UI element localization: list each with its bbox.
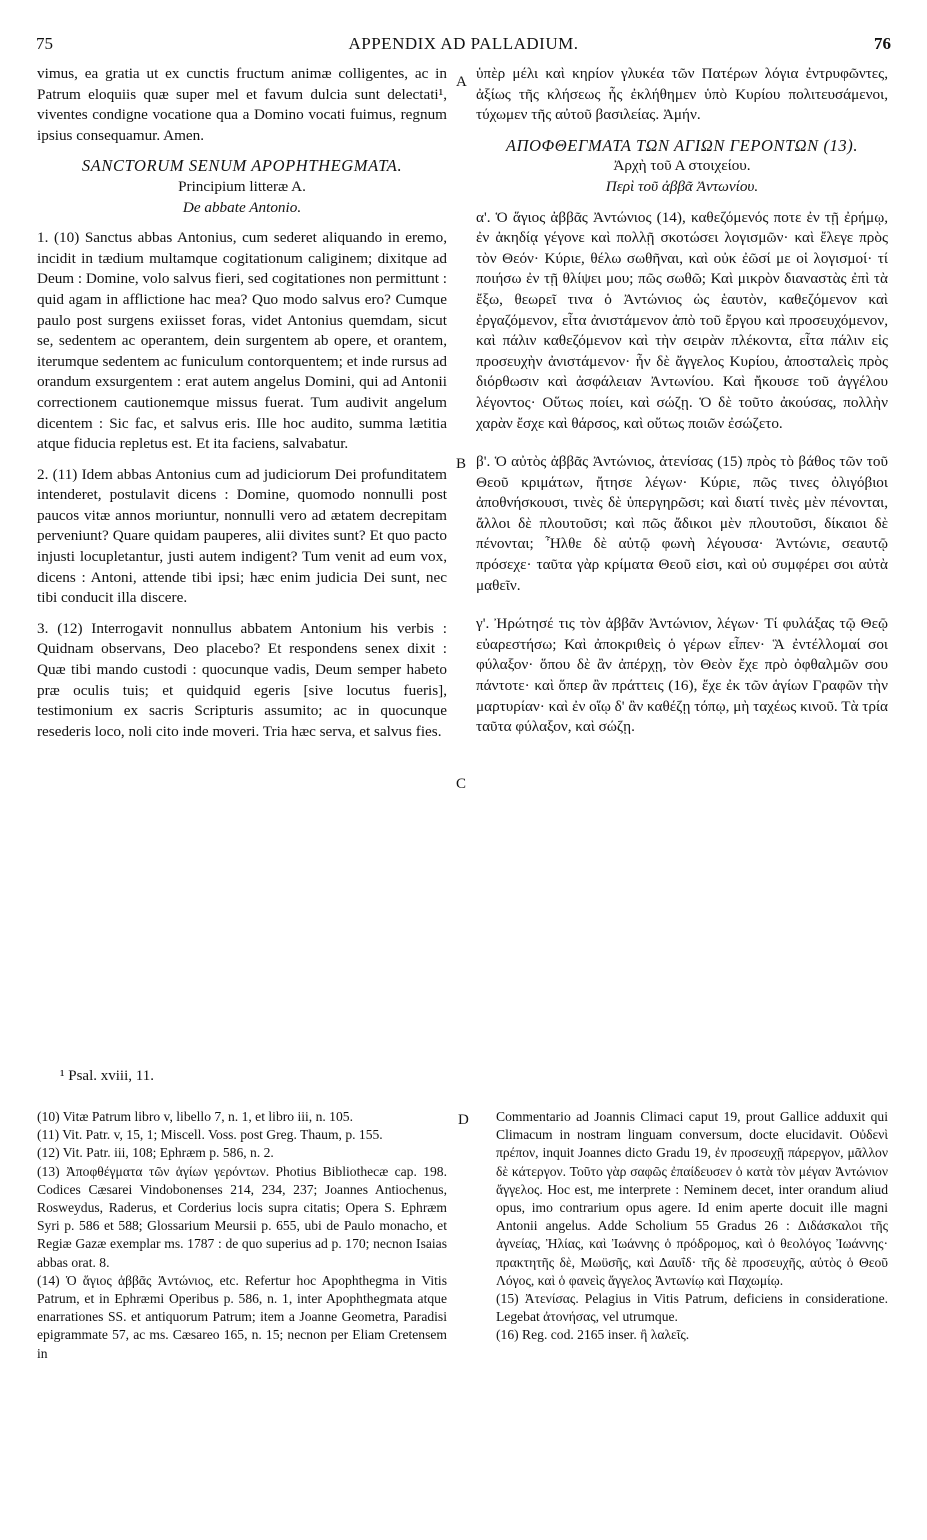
margin-marker-a: A [456, 74, 467, 90]
greek-paragraph-3: γ'. Ἠρώτησέ τις τὸν ἀββᾶν Ἀντώνιον, λέγων· Τί φυλάξας τῷ Θεῷ εὐαρεστήσω; Καὶ ἀποκριθεὶς ὁ γέρων εἶπεν· Ἃ ἐντέλλομαί σοι φύλαξον· ὅπου δὲ ἂν ἀπέρχῃ, τὸν Θεὸν ἔχε πρὸ ὀφθαλμῶν σου πάντοτε· καὶ ὅπερ ἂν πράττεις (16), ἔχε ἐκ τῶν ἁγίων Γραφῶν τὴν μαρτυρίαν· καὶ ἐν οἵῳ δ' ἂν καθέζῃ τόπῳ, μὴ ταχέως κινοῦ. Τὰ τρία ταῦτα φύλαξον, καὶ σώζῃ. [476, 615, 888, 736]
greek-heading: ΑΠΟΦΘΕΓΜΑΤΑ ΤΩΝ ΑΓΙΩΝ ΓΕΡΟΝΤΩΝ (13). [505, 135, 859, 155]
notes-left-column [37, 1108, 447, 1363]
running-header [36, 34, 891, 58]
margin-marker-d: D [458, 1112, 469, 1128]
running-title: APPENDIX AD PALLADIUM. [348, 34, 579, 53]
note-16: (16) Reg. cod. 2165 inser. ἢ λαλεῖς. [496, 1327, 690, 1343]
scripture-footnote: ¹ Psal. xviii, 11. [60, 1068, 154, 1084]
page-number-right: 76 [874, 34, 891, 53]
note-12: (12) Vit. Patr. iii, 108; Ephræm p. 586, n. 2. [37, 1145, 274, 1161]
latin-subheading: Principium litteræ A. [178, 177, 306, 195]
greek-paragraph-1: α'. Ὁ ἅγιος ἀββᾶς Ἀντώνιος (14), καθεζόμενός ποτε ἐν τῇ ἐρήμῳ, ἐν ἀκηδίᾳ γέγονε καὶ πολλῇ σκοτώσει λογισμῶν· καὶ ἔλεγε πρὸς τὸν Θεόν· Κύριε, θέλω σωθῆναι, καὶ οὐκ ἐῶσί με οἱ λογισμοί· τί ποιήσω ἐν τῇ θλίψει μου; πῶς σωθῶ; Καὶ μικρὸν διαναστὰς ἐπὶ τὰ ἔξω, θεωρεῖ τινα ὁ Ἀντώνιος ὡς ἑαυτὸν, καθεζόμενον καὶ ἐργαζόμενον, εἶτα ἀνιστάμενον ἀπὸ τοῦ ἔργου καὶ προσευχόμενον, καὶ πάλιν καθεζόμενον καὶ τὴν σειρὰν πλέκοντα, εἶτα πάλιν εἰς προσευχὴν ἀνιστάμενον· ἦν δὲ ἄγγελος Κυρίου, ἀποσταλεὶς πρὸς διόρθωσιν καὶ ἀσφάλειαν Ἀντωνίου. Καὶ ἤκουσε τοῦ ἀγγέλου λέγοντος· Οὕτως ποίει, καὶ σώζῃ. Ὁ δὲ τοῦτο ἀκούσας, πολλὴν χαρὰν ἔσχε καὶ θάρσος, καὶ οὕτως ποιῶν ἐσώζετο. [476, 208, 888, 432]
greek-subheading: Ἀρχὴ τοῦ Α στοιχείου. [613, 157, 751, 175]
latin-heading: SANCTORUM SENUM APOPHTHEGMATA. [81, 156, 403, 176]
latin-paragraph-3: 3. (12) Interrogavit nonnullus abbatem Antonium his verbis : Quidnam observans, Deo placebo? Et respondens senex dixit : Quæ tibi mando custodi : quocunque vadis, Deum semper habeto præ oculis tuis; et quidquid egeris [sive locutus fueris], testimonium ex sacris Scripturis assumito; ac in quocunque resederis loco, noli cito inde moveri. Tria hæc serva, et salvus fies. [37, 619, 447, 740]
note-13: (13) Ἀποφθέγματα τῶν ἁγίων γερόντων. Photius Bibliothecæ cap. 198. Codices Cæsarei Vindobonenses 214, 234, 237; Joannes Antiochenus, Rosweydus, Raderus, et Corderius locis supra citatis; Opera S. Ephræm Syri p. 586 et 588; Glossarium Meursii p. 655, ubi de Paulo monacho, et Regiæ Gazæ exemplar ms. 1787 : de quo superius ad p. 170; necnon Isaias abbas orat. 8. [37, 1163, 447, 1270]
latin-subheading-2: De abbate Antonio. [182, 198, 302, 216]
page-number-left: 75 [36, 34, 53, 53]
latin-intro: vimus, ea gratia ut ex cunctis fructum animæ colligentes, ac in Patrum eloquiis quæ super mel et favum dulcia sunt delectati¹, viventes condigne vocatione qua a Domino vocati fuimus, regnum ipsius consequamur. Amen. [37, 65, 447, 144]
margin-marker-c: C [456, 776, 467, 792]
notes-right-column [496, 1108, 888, 1345]
note-15: (15) Ἀτενίσας. Pelagius in Vitis Patrum, deficiens in consideratione. Legebat ἀτονήσας, vel utrumque. [496, 1291, 888, 1325]
note-11: (11) Vit. Patr. v, 15, 1; Miscell. Voss. post Greg. Thaum, p. 155. [37, 1127, 383, 1143]
latin-paragraph-1: 1. (10) Sanctus abbas Antonius, cum sederet aliquando in eremo, incidit in tædium multamque cogitationum caliginem; dixitque ad Deum : Domine, volo salvus fieri, sed cogitationes non permittunt : quid agam in afflictione hac mea? Quo modo salvus ero? Cumque paulo post surgens exiisset foras, videt Antonius quemdam, sicut se, sedentem ac operantem, dein surgentem ab opere, et orantem, iterumque sedentem ac funiculum contorquentem; et inde rursus ad orandum exsurgentem : erat autem angelus Domini, qui ad Antonii correctionem cautionemque missus fuerat. Tum audivit angelum dicentem : Sic fac, et salvus eris. Ille hoc audito, summa lætitia atque fiducia repletus est. Et ita faciens, salvabatur. [37, 229, 447, 453]
note-14: (14) Ὁ ἅγιος ἀββᾶς Ἀντώνιος, etc. Refertur hoc Apophthegma in Vitis Patrum, et in Ephræmi Operibus p. 586, n. 1, inter Apophthegmata atque enarrationes SS. et antiquorum Patrum; item a Joanne Geometra, Paradisi epigrammate 57, ac ms. Cæsareo 165, n. 15; necnon per Eliam Cretensem in [37, 1272, 447, 1361]
greek-paragraph-2: β'. Ὁ αὐτὸς ἀββᾶς Ἀντώνιος, ἀτενίσας (15) πρὸς τὸ βάθος τῶν τοῦ Θεοῦ κριμάτων, ἤτησε λέγων· Κύριε, πῶς τινες ὀλιγόβιοι ἀποθνήσκουσι, τινὲς δὲ ὑπεργηρῶσι; καὶ διατί τινὲς μὲν πένονται, ἄλλοι δὲ πλουτοῦσι; καὶ πῶς ἄδικοι μὲν πλουτοῦσι, δίκαιοι δὲ πένονται; Ἦλθε δὲ αὐτῷ φωνὴ λέγουσα· Ἀντώνιε, σεαυτῷ πρόσεχε· ταῦτα γὰρ κρίματα Θεοῦ εἰσι, καὶ οὐ συμφέρει σοι αὐτὰ μαθεῖν. [476, 453, 888, 594]
greek-intro: ὑπὲρ μέλι καὶ κηρίον γλυκέα τῶν Πατέρων λόγια ἐντρυφῶντες, ἀξίως τῆς κλήσεως ἧς ἐκλήθημεν ὑπὸ Κυρίου πολιτευσάμενοι, τύχωμεν τῆς αὐτοῦ βασιλείας. Ἀμήν. [476, 65, 888, 124]
greek-column [476, 64, 888, 738]
greek-subheading-2: Περὶ τοῦ ἀββᾶ Ἀντωνίου. [605, 177, 759, 195]
latin-paragraph-2: 2. (11) Idem abbas Antonius cum ad judiciorum Dei profunditatem intenderet, postulavit dicens : Domine, quomodo nonnulli post paucos vitæ annos moriuntur, nonnulli vero ad ætatem decrepitam perveniunt? Quare quidam pauperes, alii divites sunt? Et quo pacto injusti locupletantur, justi autem indigent? Tum venit ad eum vox, dicens : Antoni, attende tibi ipsi; hæc enim judicia Dei sunt, nec tibi conducit illa discere. [37, 465, 447, 607]
note-10: (10) Vitæ Patrum libro v, libello 7, n. 1, et libro iii, n. 105. [37, 1109, 353, 1124]
margin-marker-b: B [456, 456, 467, 472]
latin-column [37, 64, 447, 742]
note-14-continued: Commentario ad Joannis Climaci caput 19, prout Gallice adduxit qui Climacum in nostram linguam conversum, docte elucidavit. Οὐδενὶ πρέπον, inquit Joannes dicto Gradu 19, ἐν προσευχῇ πάρεργον, μᾶλλον δὲ κάτεργον. Τοῦτο γὰρ σαφῶς ἐπαίδευσεν ὁ κατὰ τὸν μέγαν Ἀντώνιον ἄγγελος. Hoc est, me interprete : Neminem decet, inter orandum aliud opus, imo contrarium opus agere. Id enim aperte docuit ille magni Antonii angelus. Adde Scholium 55 Gradus 26 : Διδάσκαλοι τῆς ἀγνείας, Ἠλίας, καὶ Ἰωάννης ὁ πρόδρομος, καὶ ὁ θεολόγος Ἰωάννης· πρακτητῆς δὲ, Μωϋσῆς, καὶ Δαυΐδ· τῆς δὲ προσευχῆς, αὐτὸς ὁ Θεοῦ Λόγος, καὶ ὁ φανεὶς ἄγγελος Ἀντωνίῳ καὶ Παχωμίῳ. [496, 1109, 888, 1288]
